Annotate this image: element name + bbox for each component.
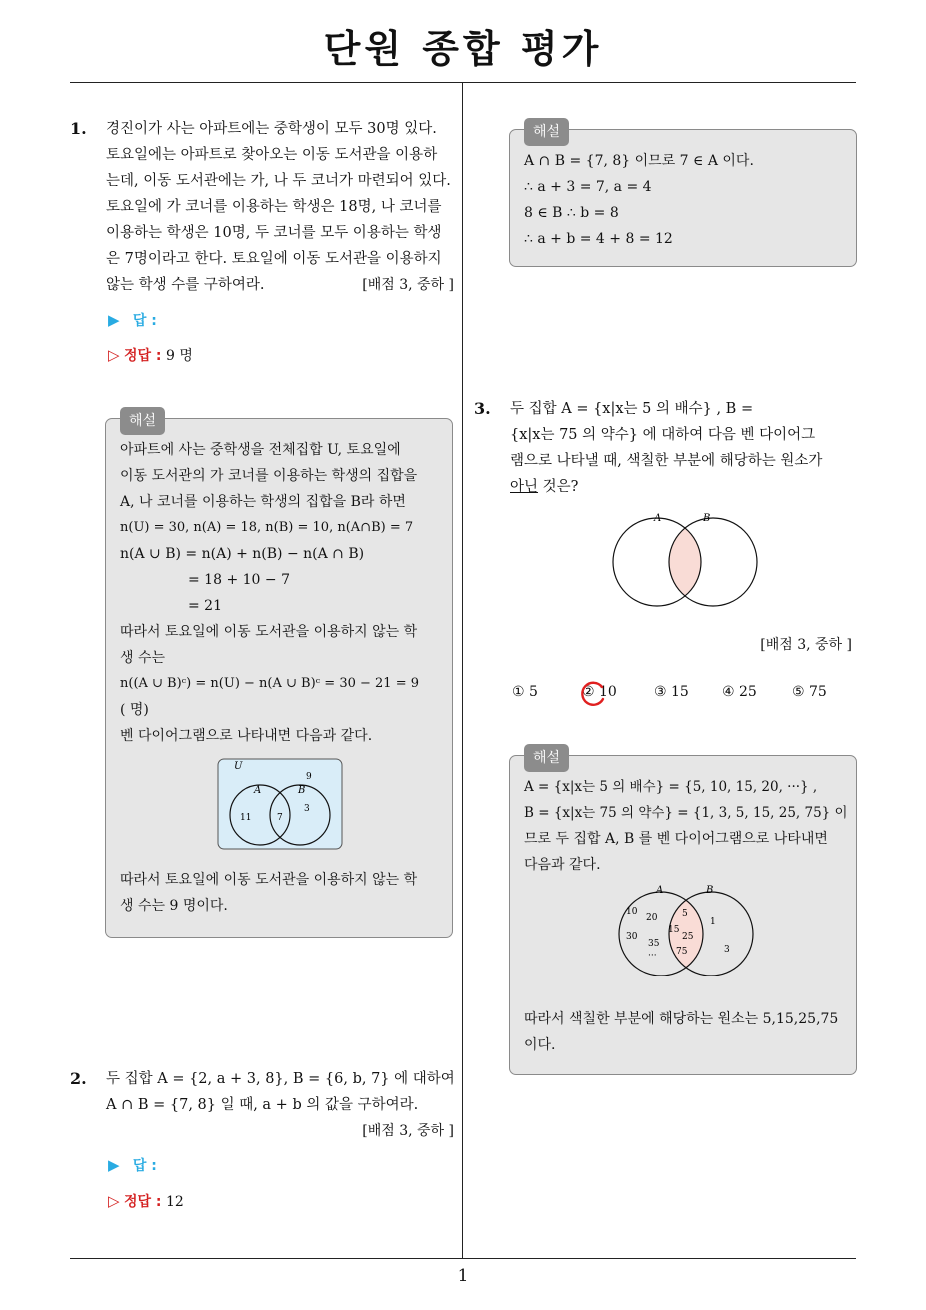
choice-3[interactable]: ③ 15 bbox=[654, 684, 689, 700]
score-label: [배점 3, 중하 ] bbox=[362, 1123, 454, 1139]
outline-triangle-icon: ▷ bbox=[108, 346, 120, 364]
play-triangle-icon: ▶ bbox=[108, 311, 120, 329]
solution-line: 생 수는 bbox=[120, 650, 166, 666]
solution-line: A = {x|x는 5 의 배수} = {5, 10, 15, 20, ···} , bbox=[524, 779, 818, 795]
problem-line bbox=[510, 474, 858, 500]
choice-1[interactable]: ① 5 bbox=[512, 684, 538, 700]
solution-line: B = {x|x는 75 의 약수} = {1, 3, 5, 15, 25, 75} 이 bbox=[524, 805, 848, 821]
solution-line: ∴ a + 3 = 7, a = 4 bbox=[524, 179, 652, 195]
problem-line: 은 7명이라고 한다. 토요일에 이동 도서관을 이용하지 bbox=[106, 251, 442, 267]
play-triangle-icon: ▶ bbox=[108, 1156, 120, 1174]
emphasis-not: 아닌 bbox=[510, 479, 539, 495]
value-outside: 9 bbox=[306, 772, 312, 782]
problem-line: 램으로 나타낼 때, 색칠한 부분에 해당하는 원소가 bbox=[510, 453, 823, 469]
label-a: A bbox=[656, 885, 664, 896]
element-both: 15 bbox=[668, 925, 680, 935]
page-number: 1 bbox=[457, 1266, 469, 1286]
solution-line: ∴ a + b = 4 + 8 = 12 bbox=[524, 231, 673, 247]
problem-text bbox=[106, 1066, 454, 1144]
solution-line: 이동 도서관의 가 코너를 이용하는 학생의 집합을 bbox=[120, 468, 418, 484]
venn-diagram-3-solution bbox=[606, 884, 766, 976]
choice-4[interactable]: ④ 25 bbox=[722, 684, 757, 700]
element-b: 1 bbox=[710, 917, 716, 927]
header-rule bbox=[70, 82, 856, 83]
problem-line: {x|x는 75 의 약수} 에 대하여 다음 벤 다이어그 bbox=[510, 427, 816, 443]
solution-line: 8 ∈ B ∴ b = 8 bbox=[524, 205, 619, 221]
element-a: 10 bbox=[626, 907, 638, 917]
venn-diagram-1 bbox=[216, 757, 346, 852]
solution-box-2 bbox=[509, 124, 857, 267]
solution-tag: 해설 bbox=[524, 744, 569, 772]
solution-line: ( 명) bbox=[120, 702, 149, 718]
problem-line: 두 집합 A = {2, a + 3, 8}, B = {6, b, 7} 에 대하여 bbox=[106, 1071, 455, 1087]
choice-5[interactable]: ⑤ 75 bbox=[792, 684, 827, 700]
value-both: 7 bbox=[277, 813, 283, 823]
answer-row[interactable] bbox=[108, 310, 157, 330]
solution-box-1 bbox=[105, 413, 453, 938]
element-a: ··· bbox=[648, 951, 657, 961]
correct-answer-row bbox=[108, 1191, 184, 1211]
solution-line: 생 수는 9 명이다. bbox=[120, 898, 228, 914]
problem-line: 경진이가 사는 아파트에는 중학생이 모두 30명 있다. bbox=[106, 121, 437, 137]
label-a: A bbox=[254, 785, 262, 796]
correct-answer-row bbox=[108, 345, 193, 365]
correct-answer-value: 12 bbox=[165, 1194, 184, 1210]
value-a-only: 11 bbox=[240, 813, 252, 823]
element-a: 20 bbox=[646, 913, 658, 923]
element-a: 30 bbox=[626, 932, 638, 942]
answer-row[interactable] bbox=[108, 1155, 157, 1175]
solution-line: = 21 bbox=[188, 598, 222, 614]
answer-mark-circle bbox=[578, 679, 608, 709]
correct-answer-label: 정답 : bbox=[124, 348, 162, 364]
solution-line: 아파트에 사는 중학생을 전체집합 U, 토요일에 bbox=[120, 442, 401, 458]
problem-3 bbox=[474, 396, 858, 500]
problem-1 bbox=[70, 116, 454, 298]
correct-answer-value: 9 명 bbox=[165, 348, 193, 364]
problem-number: 3. bbox=[474, 399, 491, 418]
label-u: U bbox=[234, 761, 243, 772]
solution-line: 다음과 같다. bbox=[524, 857, 601, 873]
outline-triangle-icon: ▷ bbox=[108, 1192, 120, 1210]
choice-2[interactable]: ② 10 bbox=[582, 684, 617, 700]
venn-diagram-3 bbox=[600, 510, 770, 610]
label-a: A bbox=[654, 513, 662, 524]
value-b-only: 3 bbox=[304, 804, 310, 814]
column-divider bbox=[462, 82, 463, 1258]
element-both: 5 bbox=[682, 909, 688, 919]
element-both: 75 bbox=[676, 947, 688, 957]
page-title: 단원 종합 평가 bbox=[323, 27, 603, 71]
problem-line: A ∩ B = {7, 8} 일 때, a + b 의 값을 구하여라. bbox=[106, 1097, 419, 1113]
universal-set-rect bbox=[218, 759, 342, 849]
problem-line: 토요일에는 아파트로 찾아오는 이동 도서관을 이용하 bbox=[106, 147, 438, 163]
solution-line: 이다. bbox=[524, 1037, 556, 1053]
element-both: 25 bbox=[682, 932, 694, 942]
problem-line-rest: 것은? bbox=[538, 479, 579, 495]
problem-line: 두 집합 A = {x|x는 5 의 배수} , B = bbox=[510, 401, 754, 417]
problem-2 bbox=[70, 1066, 454, 1144]
solution-line: 따라서 토요일에 이동 도서관을 이용하지 않는 학 bbox=[120, 624, 418, 640]
problem-number: 1. bbox=[70, 119, 87, 138]
solution-line: A, 나 코너를 이용하는 학생의 집합을 B라 하면 bbox=[120, 494, 406, 510]
answer-label: 답 : bbox=[132, 1158, 157, 1174]
solution-line: 므로 두 집합 A, B 를 벤 다이어그램으로 나타내면 bbox=[524, 831, 828, 847]
solution-line: n((A ∪ B)ᶜ) = n(U) − n(A ∪ B)ᶜ = 30 − 21 = 9 bbox=[120, 676, 419, 691]
answer-label: 답 : bbox=[132, 313, 157, 329]
solution-line: A ∩ B = {7, 8} 이므로 7 ∈ A 이다. bbox=[524, 153, 754, 169]
label-b: B bbox=[703, 513, 711, 524]
problem-text bbox=[510, 396, 858, 500]
solution-line: n(A ∪ B) = n(A) + n(B) − n(A ∩ B) bbox=[120, 546, 365, 562]
score-label: [배점 3, 중하 ] bbox=[760, 637, 852, 653]
problem-text bbox=[106, 116, 454, 298]
problem-line: 않는 학생 수를 구하여라. bbox=[106, 277, 265, 293]
solution-tag: 해설 bbox=[524, 118, 569, 146]
solution-line: 따라서 토요일에 이동 도서관을 이용하지 않는 학 bbox=[120, 872, 418, 888]
solution-line: n(U) = 30, n(A) = 18, n(B) = 10, n(A∩B) = 7 bbox=[120, 520, 414, 535]
element-b: 3 bbox=[724, 945, 730, 955]
problem-line: 는데, 이동 도서관에는 가, 나 두 코너가 마련되어 있다. bbox=[106, 173, 451, 189]
label-b: B bbox=[298, 785, 306, 796]
problem-number: 2. bbox=[70, 1069, 87, 1088]
solution-box-3 bbox=[509, 750, 857, 1075]
solution-line: 벤 다이어그램으로 나타내면 다음과 같다. bbox=[120, 728, 373, 744]
solution-line: 따라서 색칠한 부분에 해당하는 원소는 5,15,25,75 bbox=[524, 1011, 839, 1027]
solution-tag: 해설 bbox=[120, 407, 165, 435]
problem-line: 이용하는 학생은 10명, 두 코너를 모두 이용하는 학생 bbox=[106, 225, 442, 241]
correct-answer-label: 정답 : bbox=[124, 1194, 162, 1210]
problem-line: 토요일에 가 코너를 이용하는 학생은 18명, 나 코너를 bbox=[106, 199, 442, 215]
footer-rule bbox=[70, 1258, 856, 1259]
solution-line: = 18 + 10 − 7 bbox=[188, 572, 290, 588]
element-a: 35 bbox=[648, 939, 660, 949]
score-label: [배점 3, 중하 ] bbox=[362, 277, 454, 293]
label-b: B bbox=[706, 885, 714, 896]
